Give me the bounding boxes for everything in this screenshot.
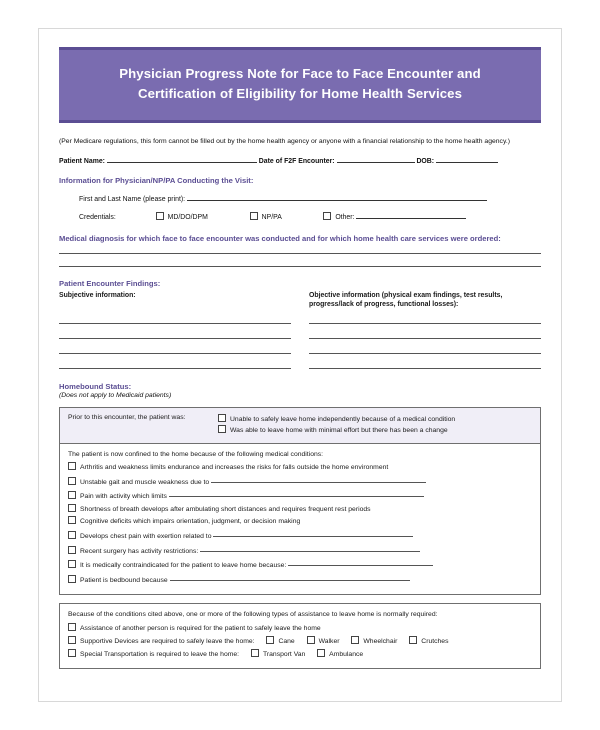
condition-row-5 — [68, 516, 532, 529]
assistance-label-1: Assistance of another person is required for the patient to safely leave the home — [80, 625, 321, 633]
credential-label-md-do-dpm: MD/DO/DPM — [167, 214, 208, 221]
device-label-cane: Cane — [278, 638, 295, 646]
transport-label-ambulance: Ambulance — [329, 651, 364, 659]
condition-checkbox-8[interactable] — [68, 560, 76, 568]
prior-option-2 — [218, 425, 532, 436]
physician-name-label: First and Last Name (please print): — [79, 196, 186, 203]
encounter-findings-title: Patient Encounter Findings: — [59, 279, 161, 288]
condition-input-6[interactable] — [213, 529, 413, 537]
subjective-line-4[interactable] — [59, 367, 291, 369]
condition-label-2: Unstable gait and muscle weakness due to — [80, 478, 210, 486]
form-header-banner — [59, 47, 541, 123]
assistance-section — [60, 604, 540, 668]
condition-checkbox-7[interactable] — [68, 546, 76, 554]
device-label-walker: Walker — [318, 638, 340, 646]
encounter-findings-headers — [59, 291, 541, 309]
credential-checkbox-md-do-dpm[interactable] — [156, 212, 164, 220]
physician-name-input[interactable] — [187, 193, 487, 201]
dob-input[interactable] — [436, 155, 498, 163]
encounter-findings-lines-3 — [59, 342, 541, 354]
encounter-date-label: Date of F2F Encounter: — [258, 158, 335, 165]
condition-label-6: Develops chest pain with exertion related to — [80, 532, 212, 540]
device-checkbox-crutches[interactable] — [409, 636, 417, 644]
credential-checkbox-other[interactable] — [323, 212, 331, 220]
diagnosis-line-1[interactable] — [59, 252, 541, 254]
condition-row-4 — [68, 504, 532, 517]
condition-row-9 — [68, 573, 532, 588]
credential-checkbox-np-pa[interactable] — [250, 212, 258, 220]
condition-input-2[interactable] — [211, 475, 426, 483]
physician-name-row — [59, 193, 541, 203]
assistance-label-3: Special Transportation is required to leave the home: — [80, 651, 240, 659]
condition-label-5: Cognitive deficits which impairs orientation, judgment, or decision making — [80, 518, 301, 526]
device-checkbox-walker[interactable] — [307, 636, 315, 644]
condition-label-3: Pain with activity which limits — [80, 493, 167, 501]
form-content — [59, 47, 541, 669]
physician-info-title: Information for Physician/NP/PA Conducting the Visit: — [59, 176, 254, 185]
condition-input-7[interactable] — [200, 544, 420, 552]
objective-line-2[interactable] — [309, 337, 541, 339]
prior-encounter-label: Prior to this encounter, the patient was: — [68, 414, 186, 421]
transport-checkbox-van[interactable] — [251, 649, 259, 657]
homebound-status-title: Homebound Status: — [59, 382, 132, 391]
condition-checkbox-9[interactable] — [68, 575, 76, 583]
assistance-checkbox-2[interactable] — [68, 636, 76, 644]
assistance-row-1 — [68, 622, 532, 635]
assistance-header: Because of the conditions cited above, one or more of the following types of assistance to leave home is normally required: — [68, 611, 438, 619]
form-title-line-1: Physician Progress Note for Face to Face Encounter and — [119, 66, 481, 81]
condition-label-8: It is medically contraindicated for the patient to leave home because: — [80, 562, 287, 570]
conditions-header: The patient is now confined to the home because of the following medical conditions: — [68, 451, 324, 458]
condition-checkbox-4[interactable] — [68, 504, 76, 512]
objective-line-3[interactable] — [309, 352, 541, 354]
encounter-findings-lines-2 — [59, 327, 541, 339]
condition-input-3[interactable] — [169, 489, 424, 497]
subjective-line-2[interactable] — [59, 337, 291, 339]
condition-row-3 — [68, 489, 532, 504]
device-checkbox-wheelchair[interactable] — [351, 636, 359, 644]
condition-label-9: Patient is bedbound because — [80, 576, 168, 584]
objective-info-label: Objective information (physical exam findings, test results, progress/lack of progress, functional losses): — [309, 292, 503, 308]
credential-label-np-pa: NP/PA — [261, 214, 282, 221]
patient-name-input[interactable] — [107, 155, 257, 163]
form-sheet — [38, 28, 562, 702]
condition-row-2 — [68, 475, 532, 490]
assistance-row-2 — [68, 635, 532, 648]
medicare-note: (Per Medicare regulations, this form cannot be filled out by the home health agency or anyone with a financial relationship to the home health agency.) — [59, 138, 510, 145]
encounter-date-input[interactable] — [337, 155, 415, 163]
credentials-row — [59, 211, 541, 221]
form-title-line-2: Certification of Eligibility for Home Health Services — [137, 86, 463, 101]
conditions-section — [60, 443, 540, 594]
device-label-crutches: Crutches — [421, 638, 449, 646]
condition-checkbox-5[interactable] — [68, 516, 76, 524]
assistance-box — [59, 603, 541, 669]
condition-row-8 — [68, 558, 532, 573]
homebound-box — [59, 407, 541, 595]
objective-line-4[interactable] — [309, 367, 541, 369]
credentials-label: Credentials: — [79, 214, 116, 221]
subjective-line-1[interactable] — [59, 322, 291, 324]
prior-encounter-section — [60, 408, 540, 443]
transport-label-van: Transport Van — [262, 651, 306, 659]
condition-row-1 — [68, 462, 532, 475]
prior-option-1-checkbox[interactable] — [218, 414, 226, 422]
device-checkbox-cane[interactable] — [266, 636, 274, 644]
prior-option-2-checkbox[interactable] — [218, 425, 226, 433]
device-label-wheelchair: Wheelchair — [363, 638, 398, 646]
homebound-status-subtitle: (Does not apply to Medicaid patients) — [59, 392, 172, 399]
subjective-line-3[interactable] — [59, 352, 291, 354]
condition-input-8[interactable] — [288, 558, 433, 566]
transport-checkbox-ambulance[interactable] — [317, 649, 325, 657]
encounter-findings-lines-4 — [59, 357, 541, 369]
prior-option-1-label: Unable to safely leave home independently because of a medical condition — [230, 416, 456, 423]
condition-checkbox-3[interactable] — [68, 491, 76, 499]
diagnosis-title: Medical diagnosis for which face to face encounter was conducted and for which home health care services were ordered: — [59, 234, 501, 243]
subjective-info-label: Subjective information: — [59, 292, 136, 299]
condition-checkbox-6[interactable] — [68, 531, 76, 539]
assistance-row-3 — [68, 648, 532, 661]
encounter-findings-lines-1 — [59, 312, 541, 324]
dob-label: DOB: — [416, 158, 435, 165]
prior-option-1 — [218, 414, 532, 425]
condition-checkbox-1[interactable] — [68, 462, 76, 470]
condition-row-6 — [68, 529, 532, 544]
condition-checkbox-2[interactable] — [68, 477, 76, 485]
condition-input-9[interactable] — [170, 573, 410, 581]
diagnosis-line-2[interactable] — [59, 265, 541, 267]
patient-name-label: Patient Name: — [59, 158, 105, 165]
credential-other-input[interactable] — [356, 211, 466, 219]
prior-option-2-label: Was able to leave home with minimal effort but there has been a change — [230, 427, 448, 434]
credential-label-other: Other: — [335, 214, 355, 221]
condition-label-7: Recent surgery has activity restrictions: — [80, 547, 199, 555]
condition-label-1: Arthritis and weakness limits endurance and increases the risks for falls outside the home environment — [80, 464, 389, 471]
objective-line-1[interactable] — [309, 322, 541, 324]
assistance-checkbox-1[interactable] — [68, 623, 76, 631]
condition-row-7 — [68, 544, 532, 559]
assistance-label-2: Supportive Devices are required to safely leave the home: — [80, 638, 255, 646]
condition-label-4: Shortness of breath develops after ambulating short distances and requires frequent rest periods — [80, 505, 371, 513]
patient-identity-row — [59, 155, 541, 165]
assistance-checkbox-3[interactable] — [68, 649, 76, 657]
